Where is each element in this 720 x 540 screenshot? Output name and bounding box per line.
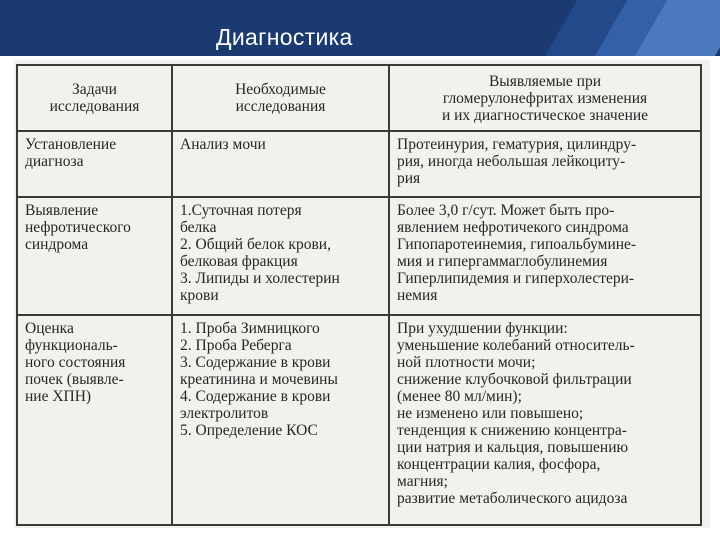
text-line: явлением нефротичекого синдрома bbox=[397, 219, 629, 236]
text-line: 2. Общий белок крови, bbox=[180, 236, 331, 253]
text-line: концентрации калия, фосфора, bbox=[397, 456, 601, 473]
table-header-row bbox=[17, 65, 701, 131]
text-line: не изменено или повышено; bbox=[397, 405, 584, 422]
text-line: Выявляемые при bbox=[488, 72, 602, 90]
text-line: 1.Суточная потеря bbox=[180, 202, 302, 219]
text-line: При ухудшении функции: bbox=[397, 320, 568, 337]
text-line: 3. Липиды и холестерин bbox=[180, 270, 340, 287]
text-line: функциональ- bbox=[25, 337, 118, 354]
text-line: 3. Содержание в крови bbox=[180, 354, 331, 371]
table-row bbox=[17, 315, 701, 525]
text-line: нефротического bbox=[25, 219, 131, 236]
task-cell bbox=[17, 315, 172, 525]
text-line: ного состояния bbox=[25, 354, 126, 371]
task-cell bbox=[17, 131, 172, 197]
text-line: синдрома bbox=[25, 236, 89, 253]
table-row bbox=[17, 197, 701, 315]
task-cell bbox=[17, 197, 172, 315]
text-line: Гипопаротеинемия, гипоальбумине- bbox=[397, 236, 637, 253]
tests-cell bbox=[172, 131, 389, 197]
text-line: Установление bbox=[25, 136, 117, 153]
text-line: Гиперлипидемия и гиперхолестери- bbox=[397, 270, 635, 287]
text-line: 2. Проба Реберга bbox=[180, 337, 292, 354]
text-line: уменьшение колебаний относитель- bbox=[397, 337, 635, 354]
header-cell-tasks bbox=[17, 65, 172, 131]
slide-title: Диагностика bbox=[216, 24, 353, 50]
text-line: Более 3,0 г/сут. Может быть про- bbox=[397, 202, 615, 219]
text-line: крови bbox=[180, 287, 219, 304]
header-cell-changes bbox=[389, 65, 701, 131]
text-line: Задачи bbox=[72, 81, 117, 98]
text-line: ной плотности мочи; bbox=[397, 354, 536, 371]
changes-cell bbox=[389, 131, 701, 197]
text-line: немия bbox=[397, 287, 438, 304]
text-line: развитие метаболического ацидоза bbox=[397, 490, 628, 507]
tests-cell bbox=[172, 315, 389, 525]
changes-cell bbox=[389, 197, 701, 315]
text-line: белковая фракция bbox=[180, 253, 298, 270]
text-line: ние ХПН) bbox=[25, 388, 92, 405]
text-line: ции натрия и кальция, повышению bbox=[397, 439, 629, 456]
text-line: рия bbox=[397, 170, 421, 187]
text-line: рия, иногда небольшая лейкоциту- bbox=[397, 153, 626, 170]
tests-cell bbox=[172, 197, 389, 315]
text-line: магния; bbox=[397, 473, 448, 490]
text-line: снижение клубочковой фильтрации bbox=[397, 371, 632, 388]
text-line: белка bbox=[180, 219, 217, 236]
text-line: и их диагностическое значение bbox=[441, 106, 649, 124]
text-line: Необходимые bbox=[235, 81, 326, 98]
text-line: Анализ мочи bbox=[180, 136, 266, 153]
text-line: почек (выявле- bbox=[25, 371, 124, 388]
text-line: Протеинурия, гематурия, цилиндру- bbox=[397, 136, 637, 153]
text-line: Оценка bbox=[25, 320, 74, 337]
diagnostics-table bbox=[16, 64, 702, 526]
text-line: исследования bbox=[235, 98, 326, 115]
changes-cell bbox=[389, 315, 701, 525]
slide-header bbox=[0, 0, 720, 56]
text-line: гломерулонефритах изменения bbox=[442, 89, 648, 107]
text-line: (менее 80 мл/мин); bbox=[397, 388, 522, 405]
text-line: 4. Содержание в крови bbox=[180, 388, 331, 405]
text-line: 5. Определение КОС bbox=[180, 422, 318, 439]
text-line: креатинина и мочевины bbox=[180, 371, 338, 388]
text-line: 1. Проба Зимницкого bbox=[180, 320, 320, 337]
table-row bbox=[17, 131, 701, 197]
text-line: мия и гипергаммаглобулинемия bbox=[397, 253, 608, 270]
header-cell-tests bbox=[172, 65, 389, 131]
text-line: электролитов bbox=[180, 405, 269, 422]
text-line: диагноза bbox=[25, 153, 84, 170]
text-line: тенденция к снижению концентра- bbox=[397, 422, 627, 439]
text-line: Выявление bbox=[25, 202, 99, 219]
text-line: исследования bbox=[49, 98, 140, 115]
